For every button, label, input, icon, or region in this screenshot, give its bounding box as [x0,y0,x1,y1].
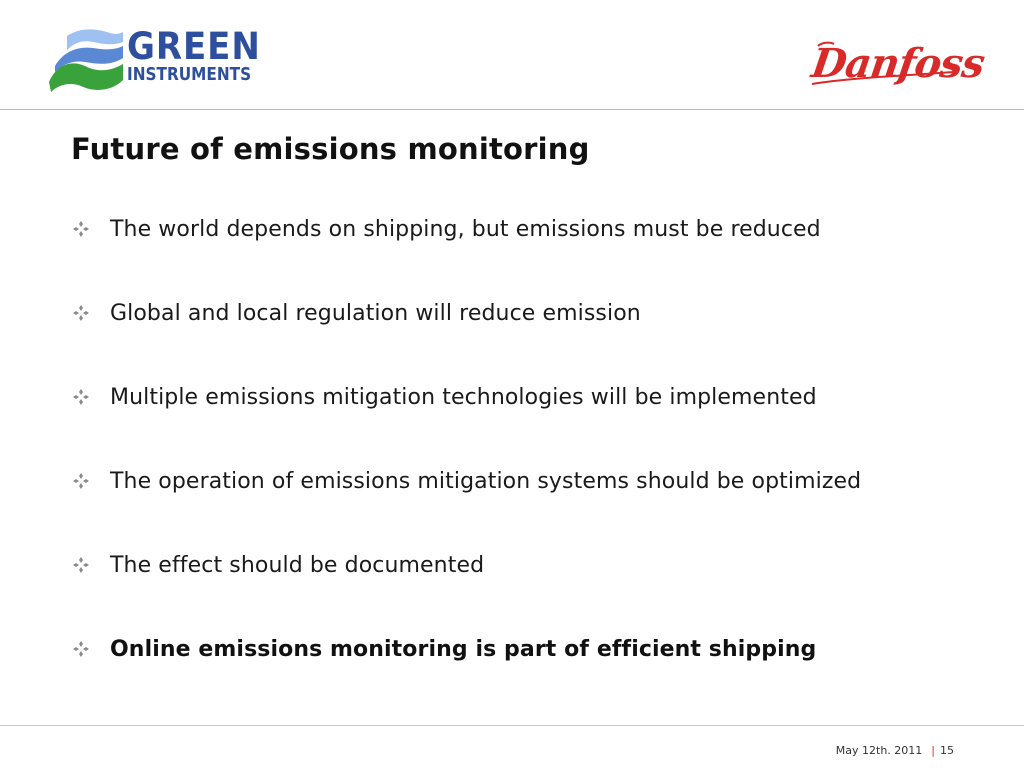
green-instruments-emblem-icon [49,26,123,98]
page-number: 15 [940,744,954,757]
danfoss-logo [808,38,987,98]
diamond-bullet-icon [72,640,90,658]
footer-divider [0,725,1024,726]
diamond-bullet-icon [72,220,90,238]
header-divider [0,109,1024,110]
bullet-text: The effect should be documented [110,552,485,578]
green-instruments-logo [49,25,261,98]
bullet-text: The operation of emissions mitigation systems should be optimized [110,468,862,494]
bullet-text: Multiple emissions mitigation technologies will be implemented [110,384,817,410]
brand-line-green: GREEN [127,25,261,68]
diamond-bullet-icon [72,472,90,490]
bullet-text: Global and local regulation will reduce emission [110,300,641,326]
bullet-list [72,212,861,716]
footer-date: May 12th. 2011 [835,744,923,757]
brand-line-instruments: INSTRUMENTS [127,64,252,85]
bullet-item [72,464,861,498]
bullet-item [72,212,861,246]
footer-separator: | [931,744,935,757]
bullet-item [72,296,861,330]
bullet-item [72,548,861,582]
danfoss-wordmark: Danfoss [808,40,987,87]
bullet-item [72,380,861,414]
diamond-bullet-icon [72,388,90,406]
slide-title: Future of emissions monitoring [71,132,590,166]
green-instruments-wordmark [127,25,273,85]
diamond-bullet-icon [72,556,90,574]
bullet-text-emphasis: Online emissions monitoring is part of efficient shipping [110,636,817,662]
bullet-item [72,632,861,666]
slide-footer [836,744,954,757]
bullet-text: The world depends on shipping, but emissions must be reduced [110,216,821,242]
diamond-bullet-icon [72,304,90,322]
